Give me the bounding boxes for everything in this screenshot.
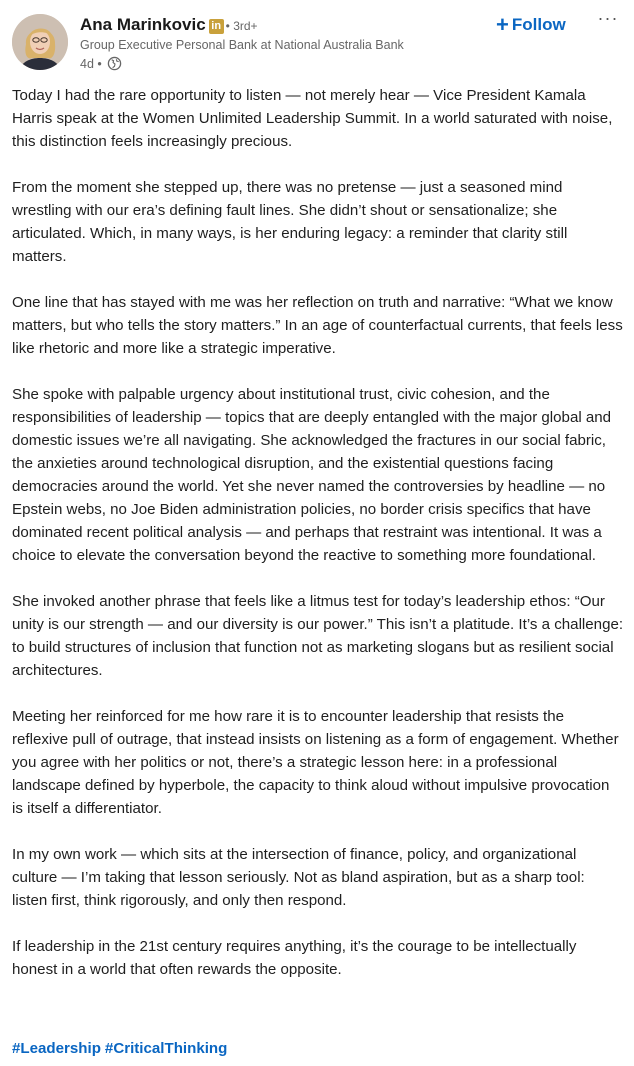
connection-degree: • 3rd+ [225, 19, 258, 33]
hashtag-critical-thinking[interactable]: #CriticalThinking [104, 1040, 228, 1057]
post-paragraph: If leadership in the 21st century requires anything, it’s the courage to be intellectually honest in a world that often rewards the opposite. [12, 938, 577, 978]
more-options-icon[interactable]: ··· [597, 8, 619, 28]
plus-icon: + [496, 12, 509, 37]
author-headline: Group Executive Personal Bank at National Australia Bank [80, 38, 404, 52]
avatar[interactable] [12, 14, 68, 70]
post-paragraph: One line that has stayed with me was her reflection on truth and narrative: “What we know matters, but who tells the story matters.” In an age of counterfactual currents, that feels less like rhetoric and more like a strategic imperative. [12, 294, 623, 357]
globe-icon [107, 56, 122, 71]
post-paragraph: She spoke with palpable urgency about institutional trust, civic cohesion, and the responsibilities of leadership — topics that are deeply entangled with the major global and domestic issues we’re all navigating. She acknowledged the fractures in our social fabric, the anxieties around technological disruption, and the existential questions facing democracies around the world. Yet she never named the controversies by headline — no Epstein webs, no Joe Biden administration policies, no border crisis specifics that have dominated recent political analysis — and perhaps that restraint was intentional. It was a choice to elevate the conversation beyond the reactive to something more foundational. [12, 386, 612, 564]
follow-button[interactable] [496, 12, 566, 36]
author-name[interactable]: Ana Marinkovic [80, 15, 206, 34]
hashtag-leadership[interactable]: #Leadership [12, 1040, 101, 1057]
avatar-photo-icon [12, 14, 68, 70]
linkedin-premium-badge-icon: in [209, 19, 224, 34]
post-body [12, 84, 624, 1004]
post-paragraph: Meeting her reinforced for me how rare it is to encounter leadership that resists the reflexive pull of outrage, that instead insists on listening as a form of engagement. Whether you agree with her politics or not, there’s a strategic lesson here: in a professional landscape defined by hyperbole, the capacity to think aloud without impulsive provocation is itself a differentiator. [12, 708, 619, 817]
post-paragraph: She invoked another phrase that feels like a litmus test for today’s leadership ethos: “Our unity is our strength — and our diversity is our power.” This isn’t a platitude. It’s a challenge: to build structures of inclusion that function not as marketing slogans but as resilient social architectures. [12, 593, 624, 679]
post-header [12, 8, 622, 76]
post-paragraph: From the moment she stepped up, there was no pretense — just a seasoned mind wrestling with our era’s defining fault lines. She didn’t shout or sensationalize; she articulated. Which, in many ways, is her enduring legacy: a reminder that clarity still matters. [12, 179, 568, 265]
post-time: 4d • [80, 57, 102, 71]
hashtags [12, 1037, 231, 1060]
post-meta [80, 56, 122, 71]
post-paragraph: Today I had the rare opportunity to listen — not merely hear — Vice President Kamala Harris speak at the Women Unlimited Leadership Summit. In a world saturated with noise, this distinction feels increasingly precious. [12, 87, 613, 150]
follow-label: Follow [511, 15, 566, 34]
post-paragraph: In my own work — which sits at the intersection of finance, policy, and organizational culture — I’m taking that lesson seriously. Not as bland aspiration, but as a sharp tool: listen first, think rigorously, and only then respond. [12, 846, 585, 909]
author-line [80, 15, 258, 35]
